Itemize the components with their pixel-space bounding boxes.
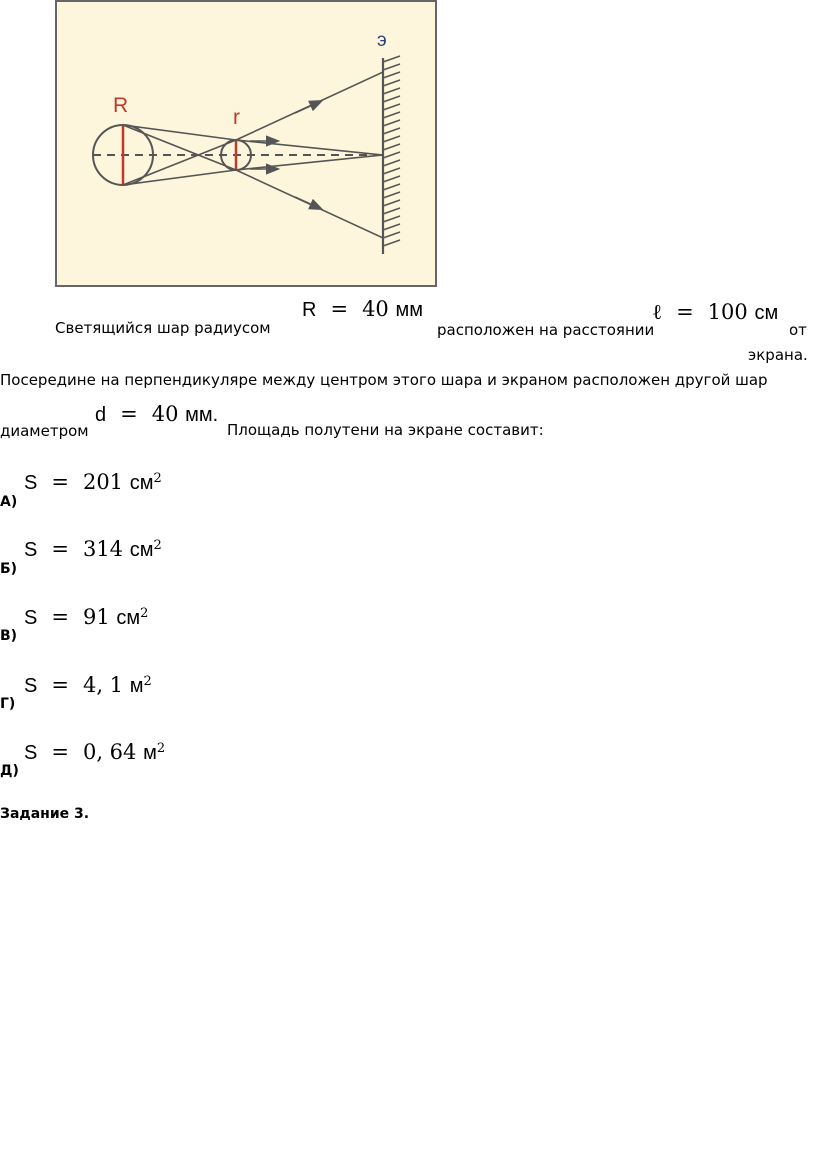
option-c-formula: S = 91 $см^2$ xyxy=(24,605,149,629)
penumbra-diagram xyxy=(55,0,437,287)
text-3: от xyxy=(789,321,807,339)
option-d-label: Г) xyxy=(0,696,16,712)
option-e-formula: S = 0, 64 $м^2$ xyxy=(24,740,166,764)
text-6: диаметром xyxy=(0,422,89,440)
next-task-heading: Задание 3. xyxy=(0,806,90,822)
text-2: расположен на расстоянии xyxy=(437,321,655,339)
text-4: экрана. xyxy=(748,346,808,364)
text-7: Площадь полутени на экране составит: xyxy=(227,421,544,439)
label-small-radius: r xyxy=(233,106,240,129)
option-c-label: В) xyxy=(0,628,18,644)
option-d-formula: S = 4, 1 $м^2$ xyxy=(24,673,152,697)
label-big-radius: R xyxy=(113,94,129,117)
option-a-formula: S = 201 $см^2$ xyxy=(24,470,162,494)
option-b-label: Б) xyxy=(0,561,18,577)
equation-d: d = 40 мм. xyxy=(95,402,219,426)
option-b-formula: S = 314 $см^2$ xyxy=(24,537,162,561)
text-1: Светящийся шар радиусом xyxy=(55,319,271,337)
option-a-label: А) xyxy=(0,494,18,510)
label-screen: э xyxy=(377,30,387,51)
text-5: Посередине на перпендикуляре между центром этого шара и экраном расположен другой шар xyxy=(0,371,768,389)
equation-l: ℓ = 100 см xyxy=(652,300,779,324)
equation-R: R = 40 мм xyxy=(302,297,423,321)
option-e-label: Д) xyxy=(0,763,19,779)
